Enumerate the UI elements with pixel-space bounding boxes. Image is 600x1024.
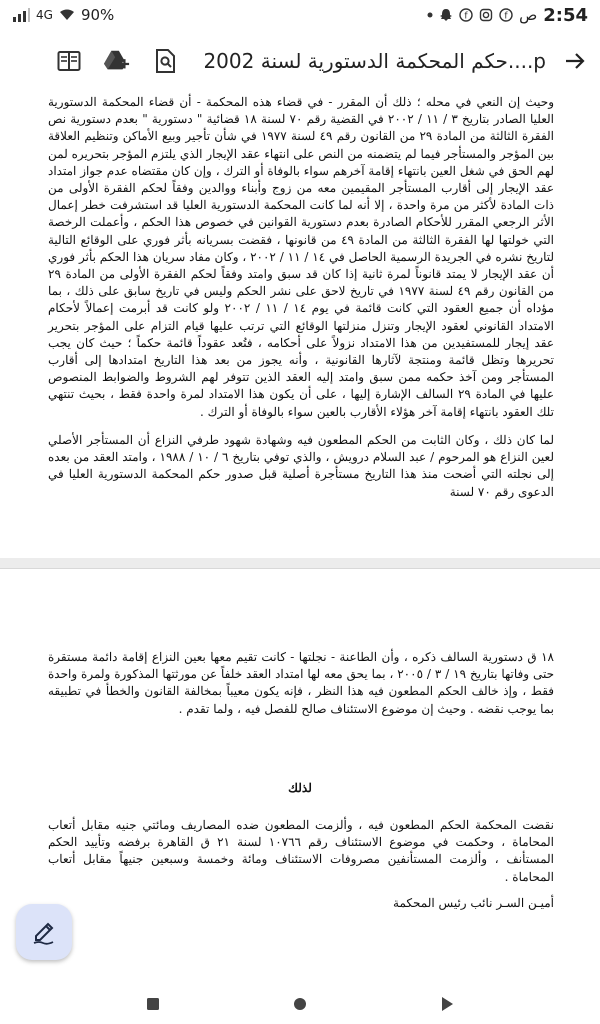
status-bar bbox=[0, 0, 600, 30]
clock-ampm: ص bbox=[519, 6, 538, 24]
home-button[interactable] bbox=[285, 989, 315, 1019]
facebook-icon-2 bbox=[499, 8, 513, 22]
back-nav-button[interactable] bbox=[432, 989, 462, 1019]
page1-paragraph-1: وحيث إن النعي في محله ؛ ذلك أن المقرر - في قضاء هذه المحكمة - أن قضاء المحكمة الدستورية العليا الصادر بتاريخ ٣ / ١١ / ٢٠٠٢ في القضية رقم ٧٠ لسنة ١٨ قضائية " دستورية " بعدم دستورية نص الفقرة الثالثة من المادة ٢٩ من القانون رقم ٤٩ لسنة ١٩٧٧ في شأن تأجير وبيع الأماكن وتنظيم العلاقة بين المؤجر والمستأجر فيما لم يتضمنه من النص على انتهاء عقد الإيجار الذي يلتزم المؤجر بتحريره لمن لهم الحق في شغل العين بانتهاء إقامة آخرهم سواء بالوفاة أو الترك ، وإن كان مقتضاه عدم جواز امتداد عقد الإيجار إلى أقارب المستأجر المقيمين معه من زوج وأبناء ووالدين وفقاً لحكم الفقرة الأولى من ذات المادة لأكثر من مرة واحدة ، إلا أنه لما كانت المحكمة الدستورية العليا قد استشرفت خطر إعمال الأثر الرجعي المقرر للأحكام الصادرة بعدم دستورية القوانين في خصوص هذا الحكم ، وأعملت الرخصة التي خولتها لها الفقرة الثالثة من المادة ٤٩ من قانونها ، فقضت بسريانه بأثر فوري على الوقائع التالية لتاريخ نشره في الجريدة الرسمية الحاصل في ١٤ / ١١ / ٢٠٠٢ ، وكان مفاد سريان هذا الحكم بأثر فوري أن عقد الإيجار لا يمتد قانوناً لمرة ثانية إذا كان قد سبق وامتد وفقاً لحكم الفقرة الأولى من المادة ٢٩ من القانون رقم ٤٩ لسنة ١٩٧٧ في تاريخ لاحق على نشر الحكم وليس في تاريخ سابق على ذلك ، بما مؤداه أن جميع العقود التي كانت قائمة في يوم ١٤ / ١١ / ٢٠٠٢ ولو كانت قد أبرمت إعمالاً لأحكام الامتداد القانوني لعقود الإيجار وتنزل منزلتها الوقائع التي ترتب عليها قيام التزام على المؤجر بتحرير عقد إيجار للمستفيدين من هذا الامتداد نزولاً على أحكامه ، فتُعد عقوداً قائمة حكماً ؛ حيث كان يجب تحريرها وتظل قائمة ومنتجة لآثارها القانونية ، وأنه يجوز من بعد هذا التاريخ امتدادها إلى أقارب المستأجر ومن آخذ حكمه ممن سبق وامتد إليه العقد الذين تتوفر لهم الشروط والضوابط المنصوص عليها في المادة ٢٩ السالف الإشارة إليها ، على أن يكون هذا الامتداد لمرة واحدة فقط ، بحيث تنتهي تلك العقود بانتهاء إقامة آخر هؤلاء الأقارب بالعين سواء بالوفاة أو الترك . bbox=[48, 95, 555, 419]
notification-dot-icon bbox=[427, 12, 433, 18]
page2-paragraph-2: نقضت المحكمة الحكم المطعون فيه ، وألزمت المطعون ضده المصاريف ومائتي جنيه مقابل أتعاب المحاماة ، وحكمت في موضوع الاستئناف رقم ١٠٧٦٦ لسنة ٢١ ق القاهرة برفضه وتأييد الحكم المستأنف ، وألزمت المستأنفين مصروفات الاستئناف ومائة وخمسة وسبعين جنيهاً مقابل أتعاب المحاماة . bbox=[48, 818, 554, 884]
instagram-icon bbox=[479, 8, 493, 22]
document-page-1[interactable] bbox=[0, 92, 600, 558]
svg-text:f: f bbox=[464, 11, 468, 22]
arrow-back-icon bbox=[565, 52, 585, 70]
system-nav-bar bbox=[0, 984, 600, 1024]
network-type: 4G bbox=[36, 8, 53, 22]
back-button[interactable] bbox=[560, 46, 590, 76]
app-toolbar bbox=[0, 30, 600, 92]
drive-add-icon bbox=[104, 48, 130, 74]
document-title: حكم المحكمة الدستورية لسنة 2002....p bbox=[203, 49, 546, 73]
find-in-page-icon bbox=[154, 49, 176, 73]
document-page-2[interactable] bbox=[0, 568, 600, 989]
recent-apps-button[interactable] bbox=[138, 989, 168, 1019]
page-separator bbox=[0, 558, 600, 568]
signature-line: أميـن السـر نائب رئيس المحكمة bbox=[393, 896, 554, 910]
status-right bbox=[427, 5, 588, 26]
snapchat-icon bbox=[439, 8, 453, 22]
wifi-icon bbox=[59, 9, 75, 21]
edit-fab-button[interactable] bbox=[16, 904, 72, 960]
clock: 2:54 bbox=[543, 4, 588, 26]
sim-signal-icon bbox=[12, 8, 30, 22]
status-left bbox=[12, 6, 114, 24]
reader-mode-button[interactable] bbox=[56, 48, 82, 74]
toolbar-actions bbox=[10, 48, 178, 74]
page1-paragraph-2: لما كان ذلك ، وكان الثابت من الحكم المطعون فيه وشهادة شهود طرفي النزاع أن المستأجر الأصلي لعين النزاع هو المرحوم / عبد السلام درويش ، والذي توفي بتاريخ ٦ / ١٠ / ١٩٨٨ ، وامتد العقد من بعده إلى نجلته التي أضحت منذ هذا التاريخ مستأجرة أصلية قبل صدور حكم المحكمة الدستورية العليا في الدعوى رقم ٧٠ لسنة bbox=[48, 433, 554, 499]
svg-text:f: f bbox=[504, 11, 508, 22]
edit-icon bbox=[31, 919, 57, 945]
home-icon bbox=[293, 997, 307, 1011]
judgment-heading: لذلك bbox=[288, 781, 312, 795]
find-in-page-button[interactable] bbox=[152, 48, 178, 74]
facebook-icon bbox=[459, 8, 473, 22]
recent-apps-icon bbox=[146, 997, 160, 1011]
back-triangle-icon bbox=[440, 996, 454, 1012]
add-to-drive-button[interactable] bbox=[104, 48, 130, 74]
battery-level: 90% bbox=[80, 6, 115, 24]
reader-mode-icon bbox=[57, 50, 81, 72]
page2-paragraph-1: ١٨ ق دستورية السالف ذكره ، وأن الطاعنة - نجلتها - كانت تقيم معها بعين النزاع إقامة دائمة مستقرة حتى وفاتها بتاريخ ١٩ / ٣ / ٢٠٠٥ ، بما يحق معه لها امتداد العقد خلفاً عن مورثتها المذكورة ولمرة واحدة فقط ، وإذ خالف الحكم المطعون فيه هذا النظر ، فإنه يكون معيباً بمخالفة القانون والخطأ في تطبيقه بما يوجب نقضه . وحيث إن موضوع الاستئناف صالح للفصل فيه ، ولما تقدم . bbox=[48, 650, 555, 716]
